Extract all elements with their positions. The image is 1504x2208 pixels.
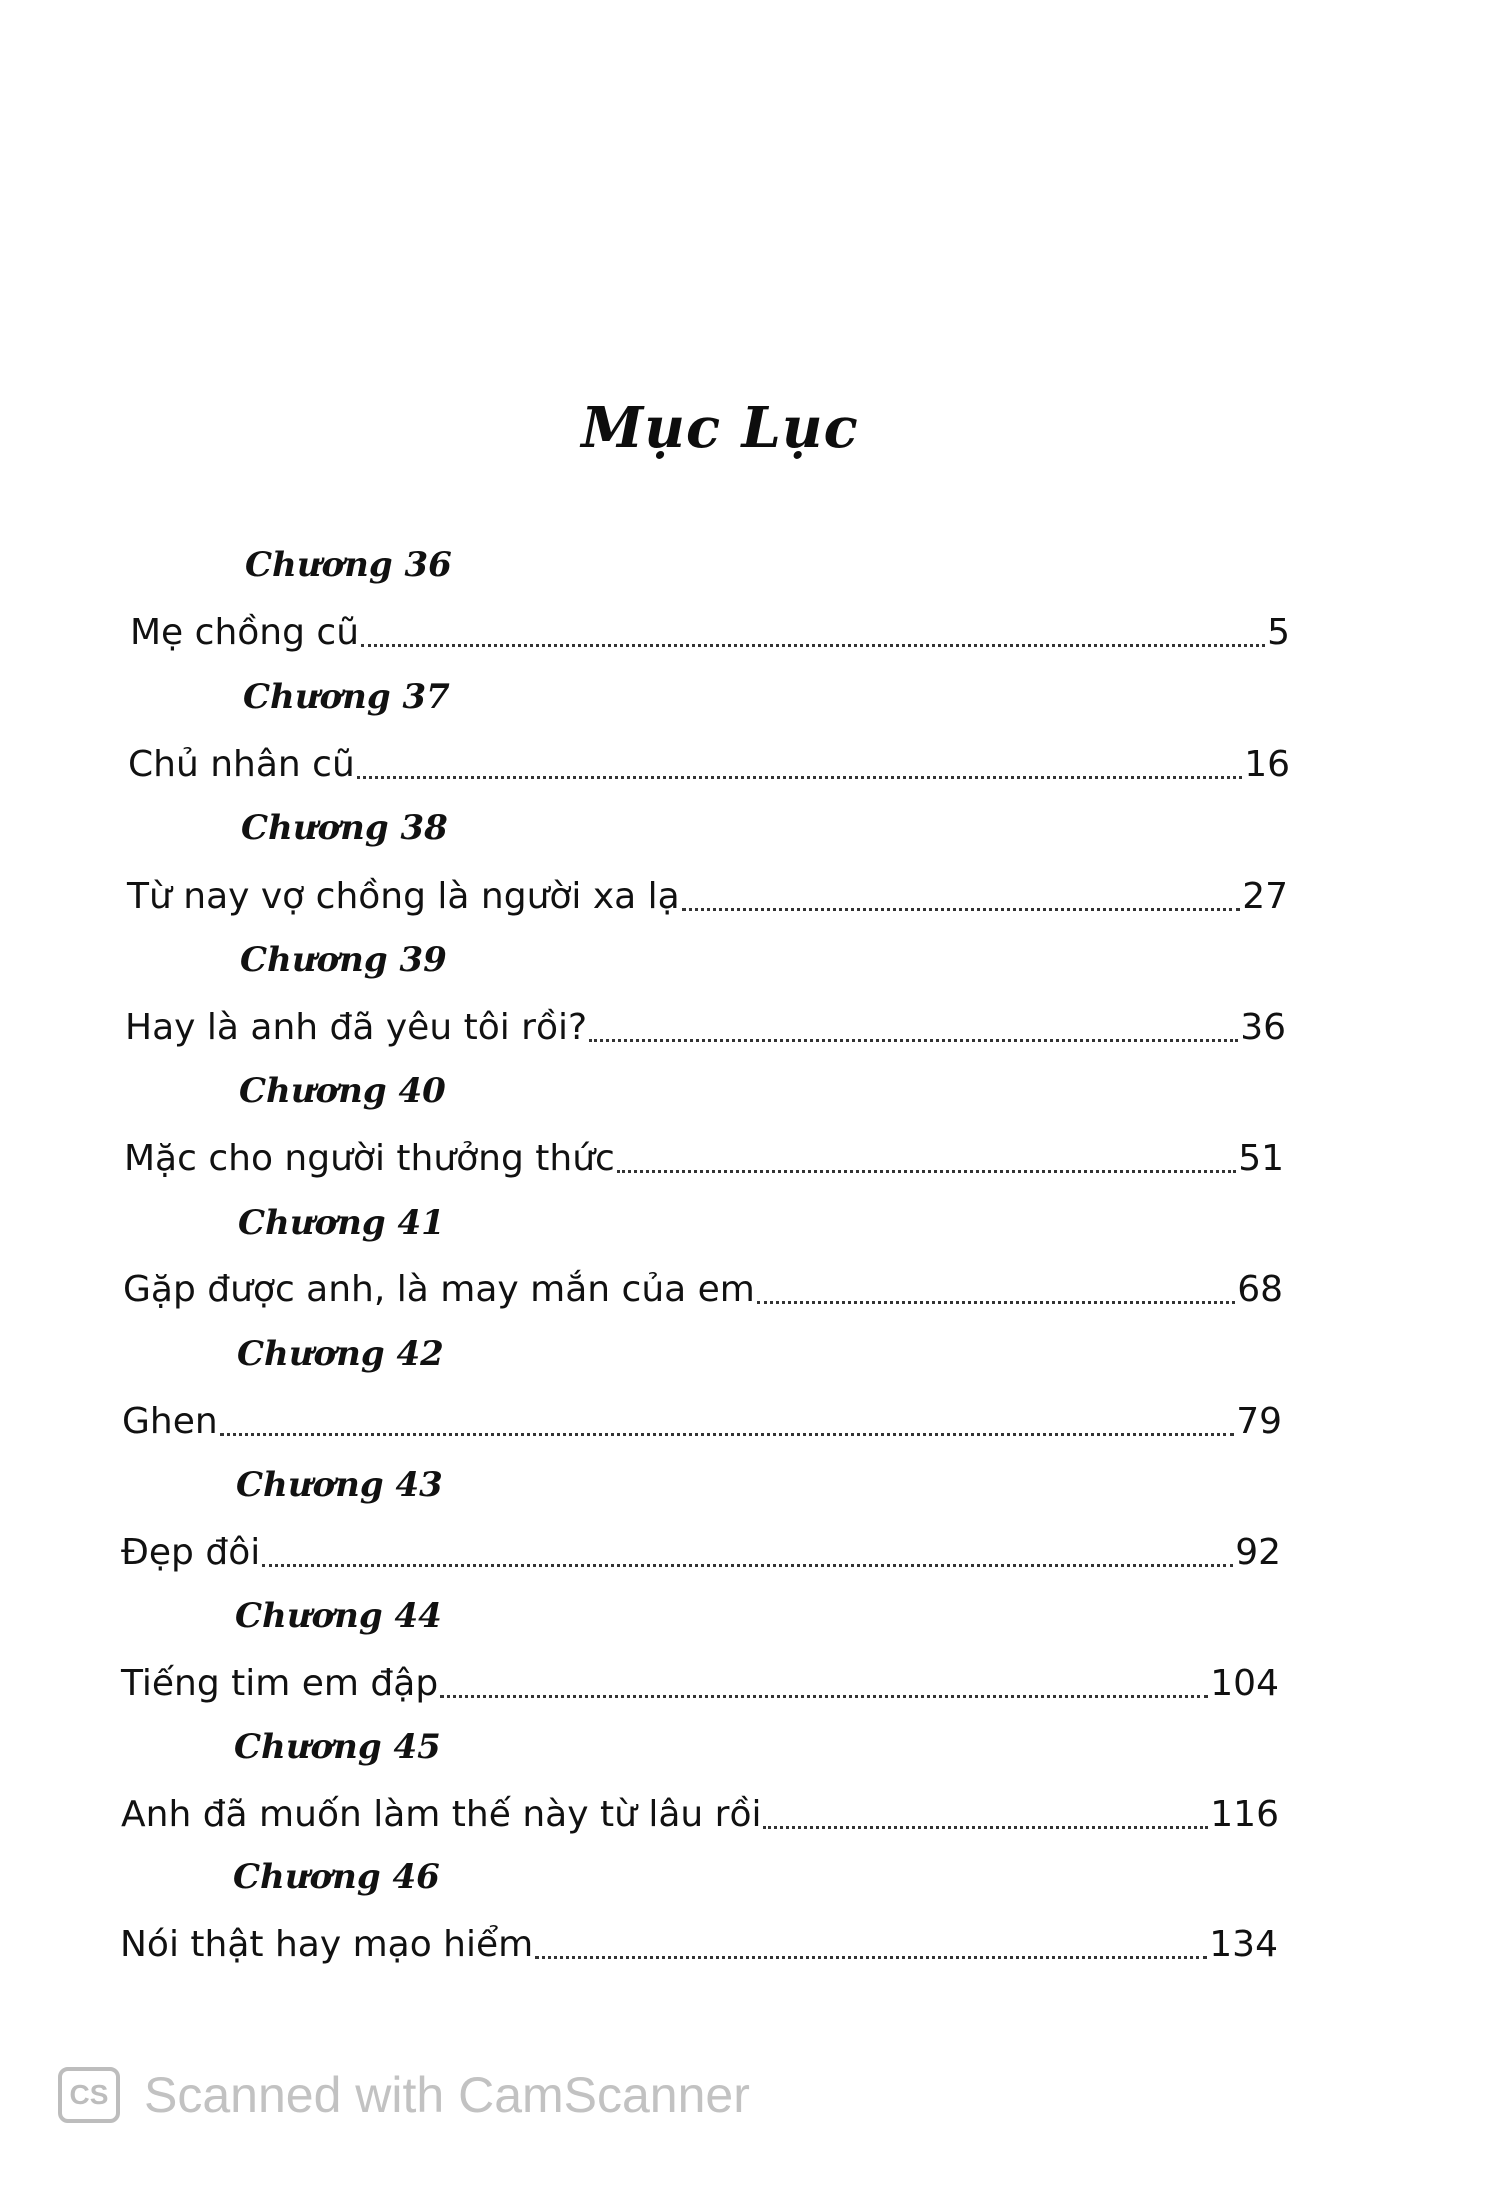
dot-leader [361, 644, 1265, 647]
dot-leader [617, 1170, 1236, 1173]
toc-entry [123, 1262, 1283, 1312]
entry-page-number: 92 [1235, 1532, 1281, 1573]
camscanner-watermark [58, 2065, 750, 2125]
entry-title: Mặc cho người thưởng thức [124, 1138, 615, 1179]
entry-title: Từ nay vợ chồng là người xa lạ [127, 876, 680, 917]
chapter-label: Chương 45 [234, 1727, 441, 1767]
entry-title: Mẹ chồng cũ [130, 612, 360, 653]
chapter-label: Chương 40 [239, 1071, 446, 1111]
entry-title: Nói thật hay mạo hiểm [120, 1924, 534, 1965]
watermark-text: Scanned with CamScanner [144, 2067, 750, 2123]
entry-page-number: 79 [1236, 1401, 1282, 1442]
entry-title: Gặp được anh, là may mắn của em [123, 1269, 755, 1310]
entry-title: Tiếng tim em đập [121, 1663, 439, 1704]
dot-leader [589, 1039, 1238, 1042]
entry-page-number: 51 [1238, 1138, 1284, 1179]
toc-entry [120, 1917, 1278, 1967]
chapter-label: Chương 38 [241, 808, 448, 848]
entry-page-number: 36 [1240, 1007, 1286, 1048]
entry-title: Đẹp đôi [121, 1532, 261, 1573]
chapter-label: Chương 37 [243, 677, 450, 717]
toc-entry [130, 605, 1290, 655]
dot-leader [357, 776, 1242, 779]
toc-entry [125, 1000, 1286, 1050]
entry-title: Chủ nhân cũ [128, 744, 355, 785]
entry-page-number: 134 [1209, 1924, 1278, 1965]
chapter-label: Chương 36 [245, 545, 452, 585]
dot-leader [535, 1956, 1207, 1959]
entry-page-number: 104 [1210, 1663, 1279, 1704]
dot-leader [440, 1695, 1208, 1698]
dot-leader [220, 1433, 1235, 1436]
entry-page-number: 16 [1244, 744, 1290, 785]
entry-title: Anh đã muốn làm thế này từ lâu rồi [121, 1794, 762, 1835]
chapter-label: Chương 46 [233, 1857, 440, 1897]
toc-entry [121, 1656, 1279, 1706]
entry-title: Hay là anh đã yêu tôi rồi? [125, 1007, 588, 1048]
entry-page-number: 5 [1267, 612, 1290, 653]
toc-entry [121, 1525, 1281, 1575]
toc-entry [121, 1787, 1279, 1837]
camscanner-logo-icon: CS [58, 2067, 120, 2123]
chapter-label: Chương 41 [238, 1203, 445, 1243]
chapter-label: Chương 44 [235, 1596, 442, 1636]
dot-leader [757, 1301, 1235, 1304]
toc-entry [122, 1394, 1282, 1444]
toc-entry [127, 869, 1288, 919]
dot-leader [682, 908, 1240, 911]
dot-leader [262, 1564, 1233, 1567]
entry-page-number: 68 [1237, 1269, 1283, 1310]
toc-entry [128, 737, 1290, 787]
chapter-label: Chương 39 [240, 940, 447, 980]
dot-leader [763, 1826, 1208, 1829]
entry-page-number: 27 [1242, 876, 1288, 917]
chapter-label: Chương 42 [237, 1334, 444, 1374]
entry-page-number: 116 [1210, 1794, 1279, 1835]
toc-entry [124, 1131, 1284, 1181]
entry-title: Ghen [122, 1401, 218, 1442]
chapter-label: Chương 43 [236, 1465, 443, 1505]
page-title: Mục Lục [581, 395, 859, 461]
